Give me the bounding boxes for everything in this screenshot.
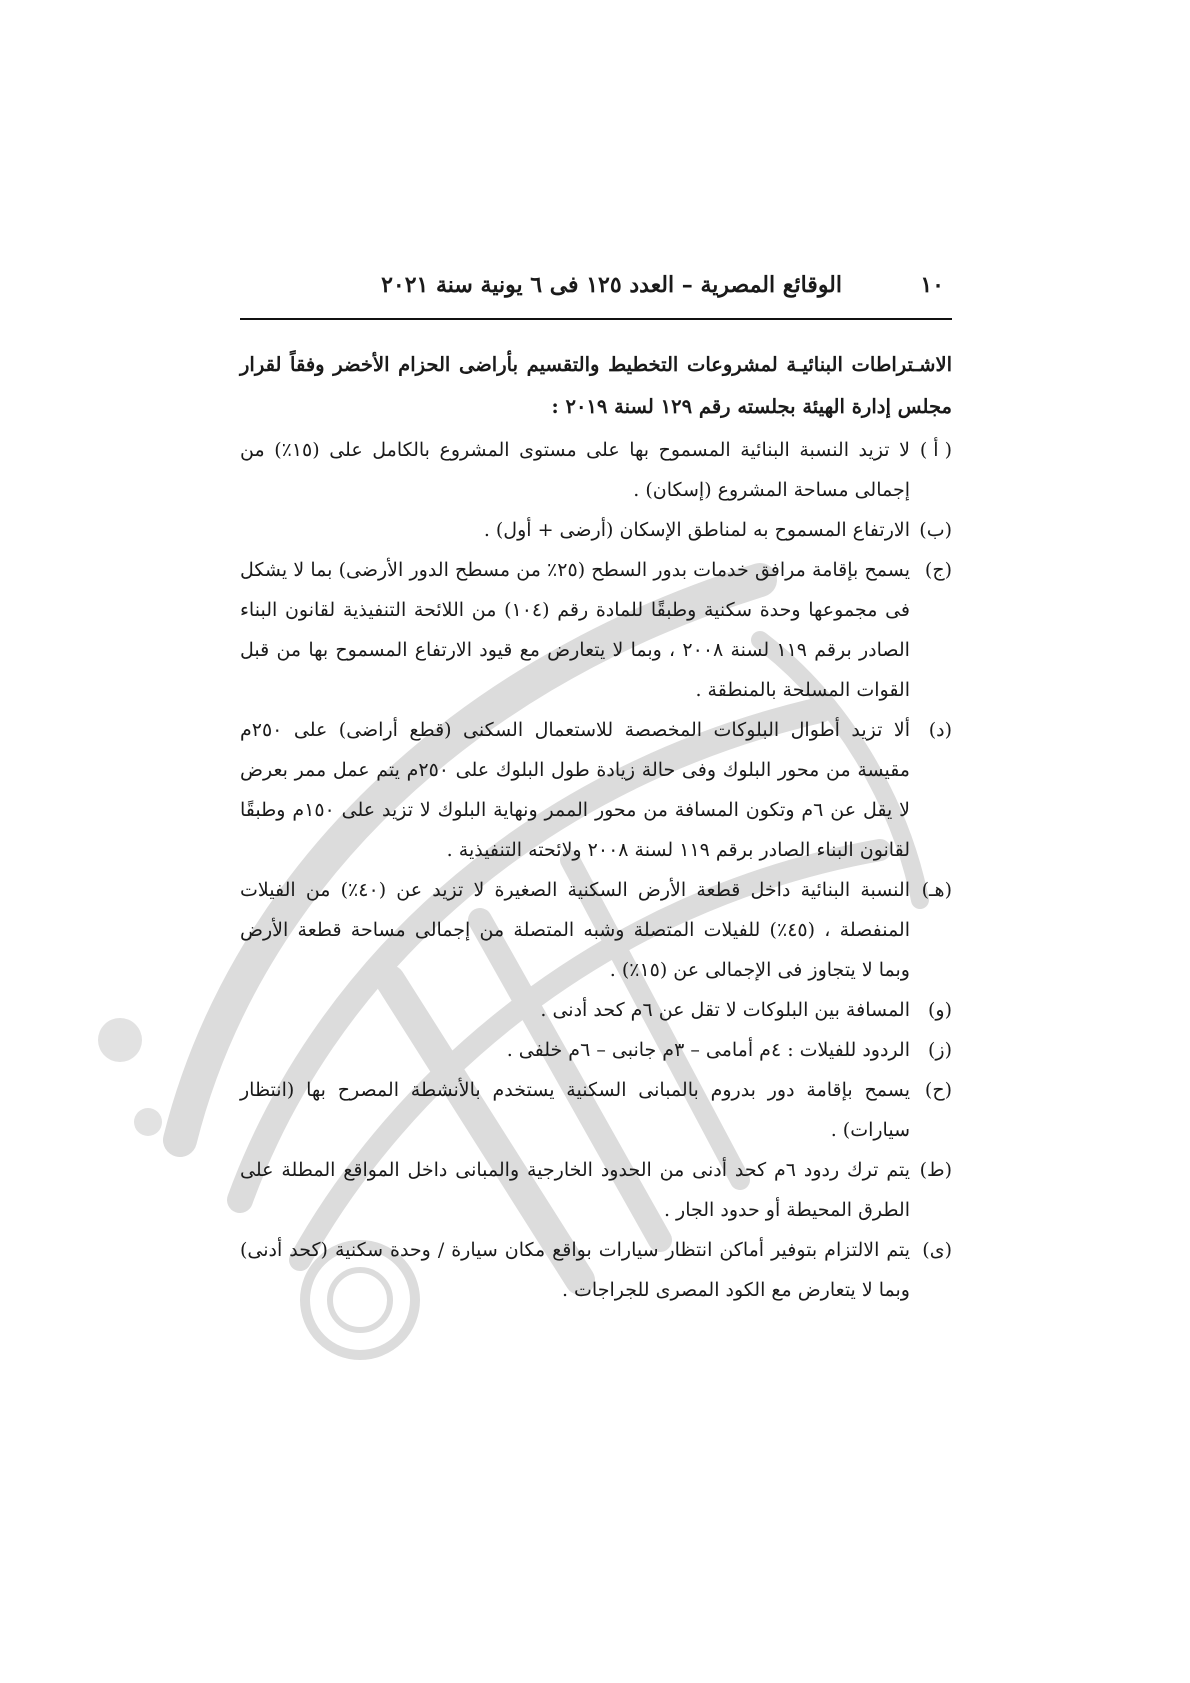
item-text: يسمح بإقامة دور بدروم بالمبانى السكنية يستخدم بالأنشطة المصرح بها (انتظار سيارات) .	[240, 1079, 910, 1141]
item-label: (د)	[928, 719, 952, 741]
header-divider	[240, 318, 952, 320]
item-text: يسمح بإقامة مرافق خدمات بدور السطح (٢٥٪ من مسطح الدور الأرضى) بما لا يشكل فى مجموعها وحدة سكنية وطبقًا للمادة رقم (١٠٤) من اللائحة التنفيذية لقانون البناء الصادر برقم ١١٩ لسنة ٢٠٠٨ ، وبما لا يتعارض مع قيود الارتفاع المسموح بها من قبل القوات المسلحة بالمنطقة .	[240, 559, 911, 701]
item-label: (ب)	[919, 519, 952, 541]
list-item	[240, 990, 952, 1030]
list-item	[240, 1070, 952, 1150]
item-text: لا تزيد النسبة البنائية المسموح بها على مستوى المشروع بالكامل على (١٥٪) من إجمالى مساحة المشروع (إسكان) .	[240, 439, 910, 501]
list-item	[240, 870, 952, 990]
list-item	[240, 1150, 952, 1230]
page-header	[240, 268, 952, 308]
item-label: (ح)	[924, 1079, 952, 1101]
item-text: النسبة البنائية داخل قطعة الأرض السكنية الصغيرة لا تزيد عن (٤٠٪) من الفيلات المنفصلة ، (٤٥٪) للفيلات المتصلة وشبه المتصلة من إجمالى مساحة قطعة الأرض وبما لا يتجاوز فى الإجمالى عن (١٥٪) .	[240, 879, 910, 981]
item-label: ( أ )	[919, 439, 952, 461]
item-text: المسافة بين البلوكات لا تقل عن ٦م كحد أدنى .	[540, 999, 910, 1021]
page-number: ١٠	[920, 272, 944, 298]
list-item	[240, 1030, 952, 1070]
document-body	[240, 344, 952, 1310]
running-title: الوقائع المصرية – العدد ١٢٥ فى ٦ يونية سنة ٢٠٢١	[381, 272, 842, 298]
item-label: (ط)	[919, 1159, 952, 1181]
item-text: ألا تزيد أطوال البلوكات المخصصة للاستعمال السكنى (قطع أراضى) على ٢٥٠م مقيسة من محور البلوك وفى حالة زيادة طول البلوك على ٢٥٠م يتم عمل ممر بعرض لا يقل عن ٦م وتكون المسافة من محور الممر ونهاية البلوك لا تزيد على ١٥٠م وطبقًا لقانون البناء الصادر برقم ١١٩ لسنة ٢٠٠٨ ولائحته التنفيذية .	[240, 719, 911, 861]
item-label: (ى)	[922, 1239, 952, 1261]
list-item	[240, 550, 952, 710]
item-label: (و)	[927, 999, 952, 1021]
item-text: يتم ترك ردود ٦م كحد أدنى من الحدود الخارجية والمبانى داخل المواقع المطلة على الطرق المحيطة أو حدود الجار .	[240, 1159, 910, 1221]
list-item	[240, 1230, 952, 1310]
item-label: (هـ)	[921, 879, 952, 901]
section-heading: الاشـتراطات البنائيـة لمشروعات التخطيط والتقسيم بأراضى الحزام الأخضر وفقاً لقرار مجلس إدارة الهيئة بجلسته رقم ١٢٩ لسنة ٢٠١٩ :	[240, 353, 952, 418]
item-text: يتم الالتزام بتوفير أماكن انتظار سيارات بواقع مكان سيارة / وحدة سكنية (كحد أدنى) وبما لا يتعارض مع الكود المصرى للجراجات .	[240, 1239, 910, 1301]
conditions-list	[240, 430, 952, 1310]
list-item	[240, 510, 952, 550]
item-label: (ج)	[924, 559, 952, 581]
list-item	[240, 710, 952, 870]
item-text: الارتفاع المسموح به لمناطق الإسكان (أرضى + أول) .	[483, 519, 910, 541]
item-label: (ز)	[927, 1039, 952, 1061]
list-item	[240, 430, 952, 510]
item-text: الردود للفيلات : ٤م أمامى – ٣م جانبى – ٦م خلفى .	[506, 1039, 910, 1061]
